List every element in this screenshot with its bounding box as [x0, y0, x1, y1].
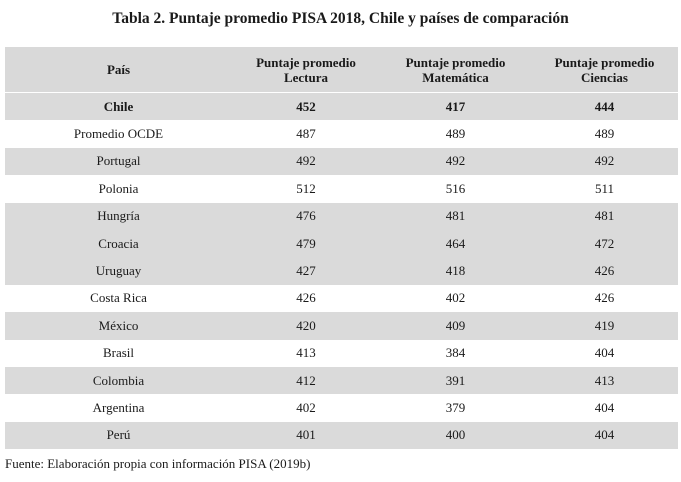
cell-math: 516 — [380, 175, 531, 202]
cell-country: Polonia — [5, 175, 232, 202]
cell-country: Hungría — [5, 203, 232, 230]
cell-country: Uruguay — [5, 257, 232, 284]
cell-reading: 479 — [232, 230, 380, 257]
header-reading-line1: Puntaje promedio — [256, 54, 356, 70]
header-math-line2: Matemática — [422, 69, 489, 85]
cell-country: México — [5, 312, 232, 339]
table-body — [5, 93, 678, 450]
cell-reading: 401 — [232, 422, 380, 449]
cell-science: 404 — [531, 422, 678, 449]
table-row — [5, 257, 678, 284]
cell-reading: 412 — [232, 367, 380, 394]
cell-science: 511 — [531, 175, 678, 202]
table-row — [5, 367, 678, 394]
cell-country: Costa Rica — [5, 285, 232, 312]
header-science-line2: Ciencias — [581, 69, 628, 85]
cell-reading: 452 — [232, 93, 380, 121]
table-row — [5, 120, 678, 147]
cell-country: Promedio OCDE — [5, 120, 232, 147]
cell-science: 444 — [531, 93, 678, 121]
table-row — [5, 285, 678, 312]
table-row — [5, 148, 678, 175]
header-math-line1: Puntaje promedio — [405, 54, 506, 70]
table-row — [5, 175, 678, 202]
cell-science: 404 — [531, 394, 678, 421]
cell-math: 391 — [380, 367, 531, 394]
cell-science: 419 — [531, 312, 678, 339]
cell-science: 489 — [531, 120, 678, 147]
cell-math: 418 — [380, 257, 531, 284]
cell-math: 417 — [380, 93, 531, 121]
cell-reading: 487 — [232, 120, 380, 147]
cell-country: Portugal — [5, 148, 232, 175]
table-row — [5, 312, 678, 339]
cell-reading: 492 — [232, 148, 380, 175]
cell-reading: 402 — [232, 394, 380, 421]
cell-math: 402 — [380, 285, 531, 312]
cell-reading: 512 — [232, 175, 380, 202]
cell-country: Perú — [5, 422, 232, 449]
pisa-scores-table — [5, 47, 678, 449]
cell-reading: 420 — [232, 312, 380, 339]
cell-science: 481 — [531, 203, 678, 230]
cell-reading: 427 — [232, 257, 380, 284]
cell-country: Chile — [5, 93, 232, 121]
cell-science: 472 — [531, 230, 678, 257]
cell-country: Argentina — [5, 394, 232, 421]
cell-math: 384 — [380, 340, 531, 367]
table-title: Tabla 2. Puntaje promedio PISA 2018, Chile y países de comparación — [112, 10, 569, 27]
cell-math: 400 — [380, 422, 531, 449]
cell-science: 426 — [531, 257, 678, 284]
table-row — [5, 93, 678, 121]
cell-country: Brasil — [5, 340, 232, 367]
header-science-line1: Puntaje promedio — [554, 54, 655, 70]
table-row — [5, 230, 678, 257]
cell-reading: 413 — [232, 340, 380, 367]
header-reading-line2: Lectura — [283, 69, 329, 85]
cell-math: 492 — [380, 148, 531, 175]
cell-science: 404 — [531, 340, 678, 367]
cell-math: 379 — [380, 394, 531, 421]
cell-math: 409 — [380, 312, 531, 339]
cell-math: 489 — [380, 120, 531, 147]
table-row — [5, 203, 678, 230]
cell-science: 413 — [531, 367, 678, 394]
cell-science: 426 — [531, 285, 678, 312]
cell-math: 464 — [380, 230, 531, 257]
header-reading — [232, 47, 380, 93]
cell-reading: 426 — [232, 285, 380, 312]
table-header-row — [5, 47, 678, 93]
cell-math: 481 — [380, 203, 531, 230]
table-row — [5, 422, 678, 449]
cell-science: 492 — [531, 148, 678, 175]
cell-country: Croacia — [5, 230, 232, 257]
table-row — [5, 340, 678, 367]
header-country: País — [5, 47, 232, 93]
header-math — [380, 47, 531, 93]
cell-reading: 476 — [232, 203, 380, 230]
source-note: Fuente: Elaboración propia con información PISA (2019b) — [5, 456, 311, 471]
cell-country: Colombia — [5, 367, 232, 394]
table-row — [5, 394, 678, 421]
header-science — [531, 47, 678, 93]
